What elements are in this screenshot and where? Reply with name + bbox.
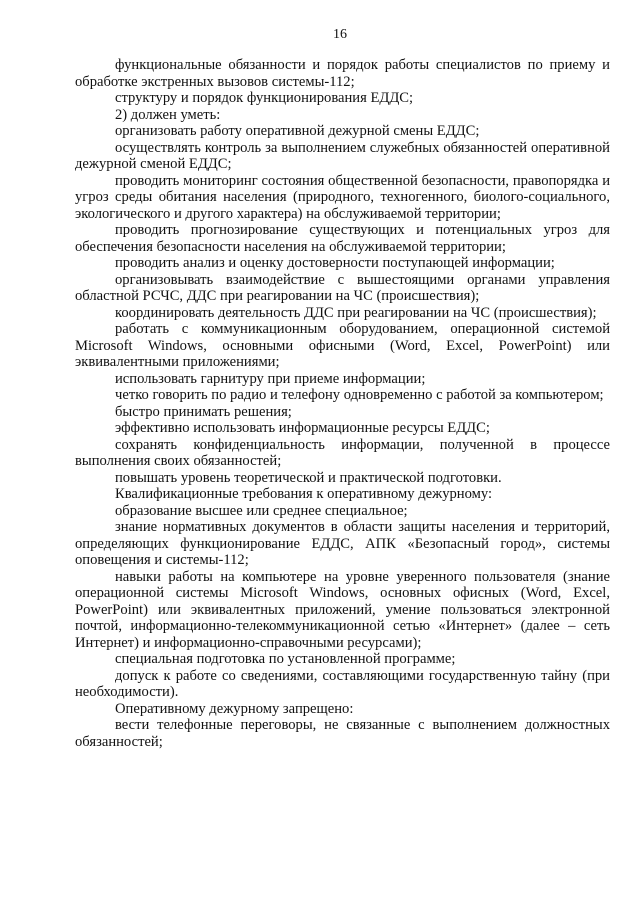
paragraph: навыки работы на компьютере на уровне уверенного пользователя (знание операционной системы Microsoft Windows, основных офисных (Word, Excel, PowerPoint) или эквивалентных приложений, умение пользоваться электронной почтой, информационно-телекоммуникационной сетью «Интернет» (далее – сеть Интернет) и информационно-справочными ресурсами);: [75, 568, 610, 651]
paragraph: повышать уровень теоретической и практической подготовки.: [115, 469, 502, 486]
paragraph: организовывать взаимодействие с вышестоящими органами управления областной РСЧС, ДДС при реагировании на ЧС (происшествия);: [75, 271, 610, 304]
paragraph: организовать работу оперативной дежурной смены ЕДДС;: [115, 123, 480, 139]
paragraph: знание нормативных документов в области защиты населения и территорий, определяющих функционирование ЕДДС, АПК «Безопасный город», системы оповещения и системы-112;: [75, 519, 610, 568]
paragraph: специальная подготовка по установленной программе;: [115, 651, 456, 667]
paragraph: структуру и порядок функционирования ЕДДС;: [115, 90, 414, 106]
paragraph: осуществлять контроль за выполнением служебных обязанностей оперативной дежурной сменой ЕДДС;: [75, 139, 610, 172]
paragraph: функциональные обязанности и порядок работы специалистов по приему и обработке экстренных вызовов системы-112;: [75, 57, 610, 90]
paragraph: работать с коммуникационным оборудованием, операционной системой Microsoft Windows, основными офисными (Word, Excel, PowerPoint) или эквивалентными приложениями;: [75, 321, 610, 370]
paragraph: проводить мониторинг состояния общественной безопасности, правопорядка и угроз среды обитания населения (природного, техногенного, биолого-социального, экологического и другого характера) на обслуживаемой территории;: [75, 172, 610, 222]
paragraph: проводить анализ и оценку достоверности поступающей информации;: [115, 255, 555, 271]
document-body: [75, 57, 610, 750]
paragraph: образование высшее или среднее специальное;: [115, 502, 408, 519]
page-number: 16: [333, 27, 347, 42]
paragraph: быстро принимать решения;: [115, 403, 292, 420]
paragraph: 2) должен уметь:: [115, 106, 221, 123]
paragraph: Оперативному дежурному запрещено:: [115, 700, 354, 717]
paragraph: сохранять конфиденциальность информации, полученной в процессе выполнения своих обязанностей;: [75, 436, 610, 469]
paragraph: Квалификационные требования к оперативному дежурному:: [115, 486, 493, 502]
paragraph: допуск к работе со сведениями, составляющими государственную тайну (при необходимости).: [75, 667, 610, 700]
paragraph: четко говорить по радио и телефону одновременно с работой за компьютером;: [115, 387, 604, 403]
paragraph: вести телефонные переговоры, не связанные с выполнением должностных обязанностей;: [75, 717, 610, 750]
paragraph: проводить прогнозирование существующих и потенциальных угроз для обеспечения безопасности населения на обслуживаемой территории;: [75, 222, 610, 255]
paragraph: использовать гарнитуру при приеме информации;: [115, 370, 426, 387]
paragraph: эффективно использовать информационные ресурсы ЕДДС;: [115, 420, 490, 436]
paragraph: координировать деятельность ДДС при реагировании на ЧС (происшествия);: [115, 304, 597, 321]
